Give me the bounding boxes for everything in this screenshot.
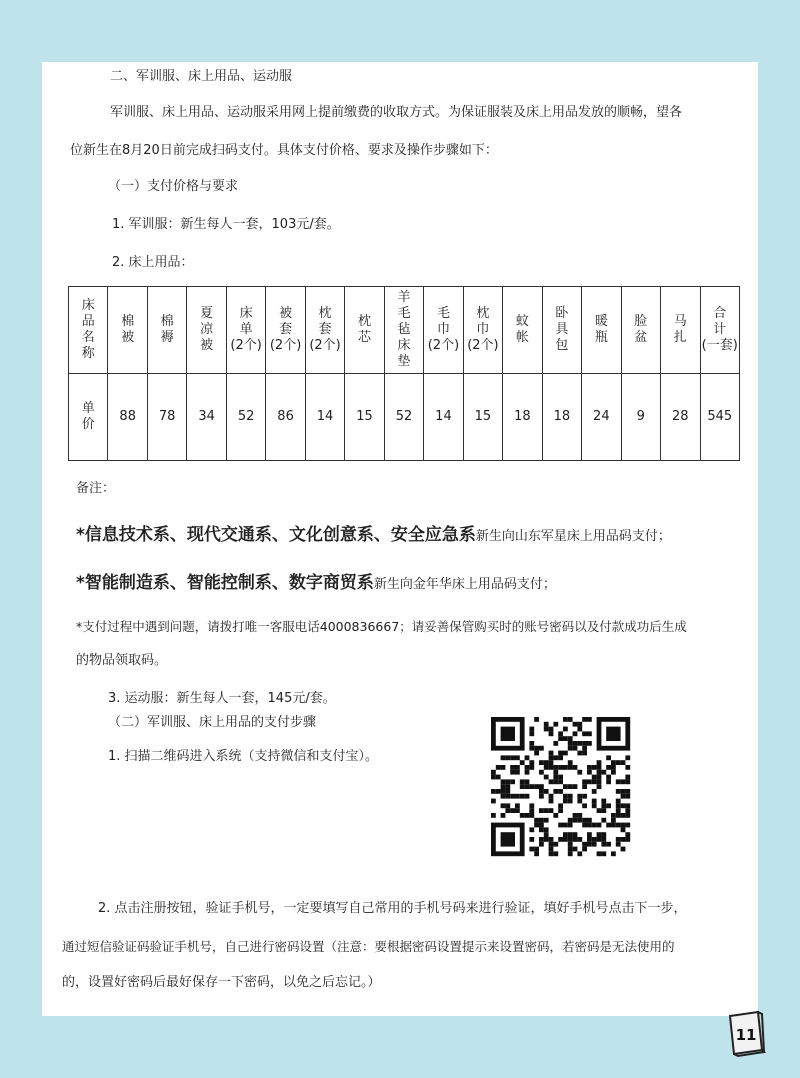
step-2-line-2: 通过短信验证码验证手机号，自己进行密码设置（注意：要根据密码设置提示来设置密码，若密码是无法使用的 xyxy=(62,939,675,954)
document-page xyxy=(42,62,758,1016)
subsection-1-heading: （一）支付价格与要求 xyxy=(108,179,239,194)
table-price-cell: 14 xyxy=(424,374,463,461)
note-3-line-1: *支付过程中遇到问题，请拨打唯一客服电话4000836667；请妥善保管购买时的账号密码以及付款成功后生成 xyxy=(76,619,687,634)
table-header-label: 床 品 名 称 xyxy=(69,287,108,374)
table-price-cell: 86 xyxy=(266,374,305,461)
note-2 xyxy=(76,574,556,594)
table-column-header: 暖 瓶 xyxy=(582,287,621,374)
table-column-header: 棉 褥 xyxy=(147,287,186,374)
table-column-header: 蚊 帐 xyxy=(503,287,542,374)
table-price-cell: 24 xyxy=(582,374,621,461)
table-column-header: 枕 芯 xyxy=(345,287,384,374)
table-price-cell: 78 xyxy=(147,374,186,461)
table-column-header: 枕 套 (2个) xyxy=(305,287,344,374)
table-price-row xyxy=(69,374,740,461)
note-3-line-2: 的物品领取码。 xyxy=(76,653,168,668)
table-column-header: 床 单 (2个) xyxy=(226,287,265,374)
table-header-row xyxy=(69,287,740,374)
note-1-departments: *信息技术系、现代交通系、文化创意系、安全应急系 xyxy=(76,525,476,545)
section-heading: 二、军训服、床上用品、运动服 xyxy=(110,69,293,84)
table-price-cell: 15 xyxy=(345,374,384,461)
notes-label: 备注： xyxy=(76,481,116,496)
table-column-header: 羊 毛 毡 床 垫 xyxy=(384,287,423,374)
item-military-uniform: 1. 军训服：新生每人一套，103元/套。 xyxy=(112,217,340,232)
table-price-cell: 34 xyxy=(187,374,226,461)
table-column-header: 夏 凉 被 xyxy=(187,287,226,374)
table-price-cell: 18 xyxy=(503,374,542,461)
table-price-cell: 9 xyxy=(621,374,660,461)
table-price-cell: 14 xyxy=(305,374,344,461)
table-column-header: 马 扎 xyxy=(661,287,700,374)
table-price-cell: 28 xyxy=(661,374,700,461)
table-column-header: 毛 巾 (2个) xyxy=(424,287,463,374)
subsection-2-heading: （二）军训服、床上用品的支付步骤 xyxy=(108,715,317,730)
note-2-departments: *智能制造系、智能控制系、数字商贸系 xyxy=(76,573,374,593)
table-column-header: 合 计 (一套) xyxy=(700,287,740,374)
table-price-cell: 15 xyxy=(463,374,502,461)
page-number-badge xyxy=(724,1008,768,1058)
page-number: 11 xyxy=(735,1026,757,1044)
intro-line-1: 军训服、床上用品、运动服采用网上提前缴费的收取方式。为保证服装及床上用品发放的顺畅，望各 xyxy=(110,105,683,120)
note-1 xyxy=(76,526,671,546)
table-column-header: 卧 具 包 xyxy=(542,287,581,374)
table-price-cell: 88 xyxy=(108,374,147,461)
item-bedding: 2. 床上用品： xyxy=(112,255,194,270)
table-column-header: 棉 被 xyxy=(108,287,147,374)
table-column-header: 枕 巾 (2个) xyxy=(463,287,502,374)
table-column-header: 脸 盆 xyxy=(621,287,660,374)
table-price-cell: 52 xyxy=(226,374,265,461)
table-price-cell: 545 xyxy=(700,374,740,461)
step-1: 1. 扫描二维码进入系统（支持微信和支付宝）。 xyxy=(108,749,379,764)
note-2-instruction: 新生向金年华床上用品码支付； xyxy=(373,577,556,592)
table-price-cell: 52 xyxy=(384,374,423,461)
payment-qr-code[interactable] xyxy=(479,709,645,863)
intro-line-2: 位新生在8月20日前完成扫码支付。具体支付价格、要求及操作步骤如下： xyxy=(70,143,498,158)
table-price-cell: 18 xyxy=(542,374,581,461)
table-price-label: 单 价 xyxy=(69,374,108,461)
step-2-line-1: 2. 点击注册按钮，验证手机号，一定要填写自己常用的手机号码来进行验证，填好手机号点击下一步， xyxy=(98,901,687,916)
bedding-price-table xyxy=(68,286,740,461)
table-column-header: 被 套 (2个) xyxy=(266,287,305,374)
note-1-instruction: 新生向山东军星床上用品码支付； xyxy=(475,529,671,544)
item-sportswear: 3. 运动服：新生每人一套，145元/套。 xyxy=(108,691,336,706)
step-2-line-3: 的，设置好密码后最好保存一下密码，以免之后忘记。） xyxy=(62,975,381,990)
